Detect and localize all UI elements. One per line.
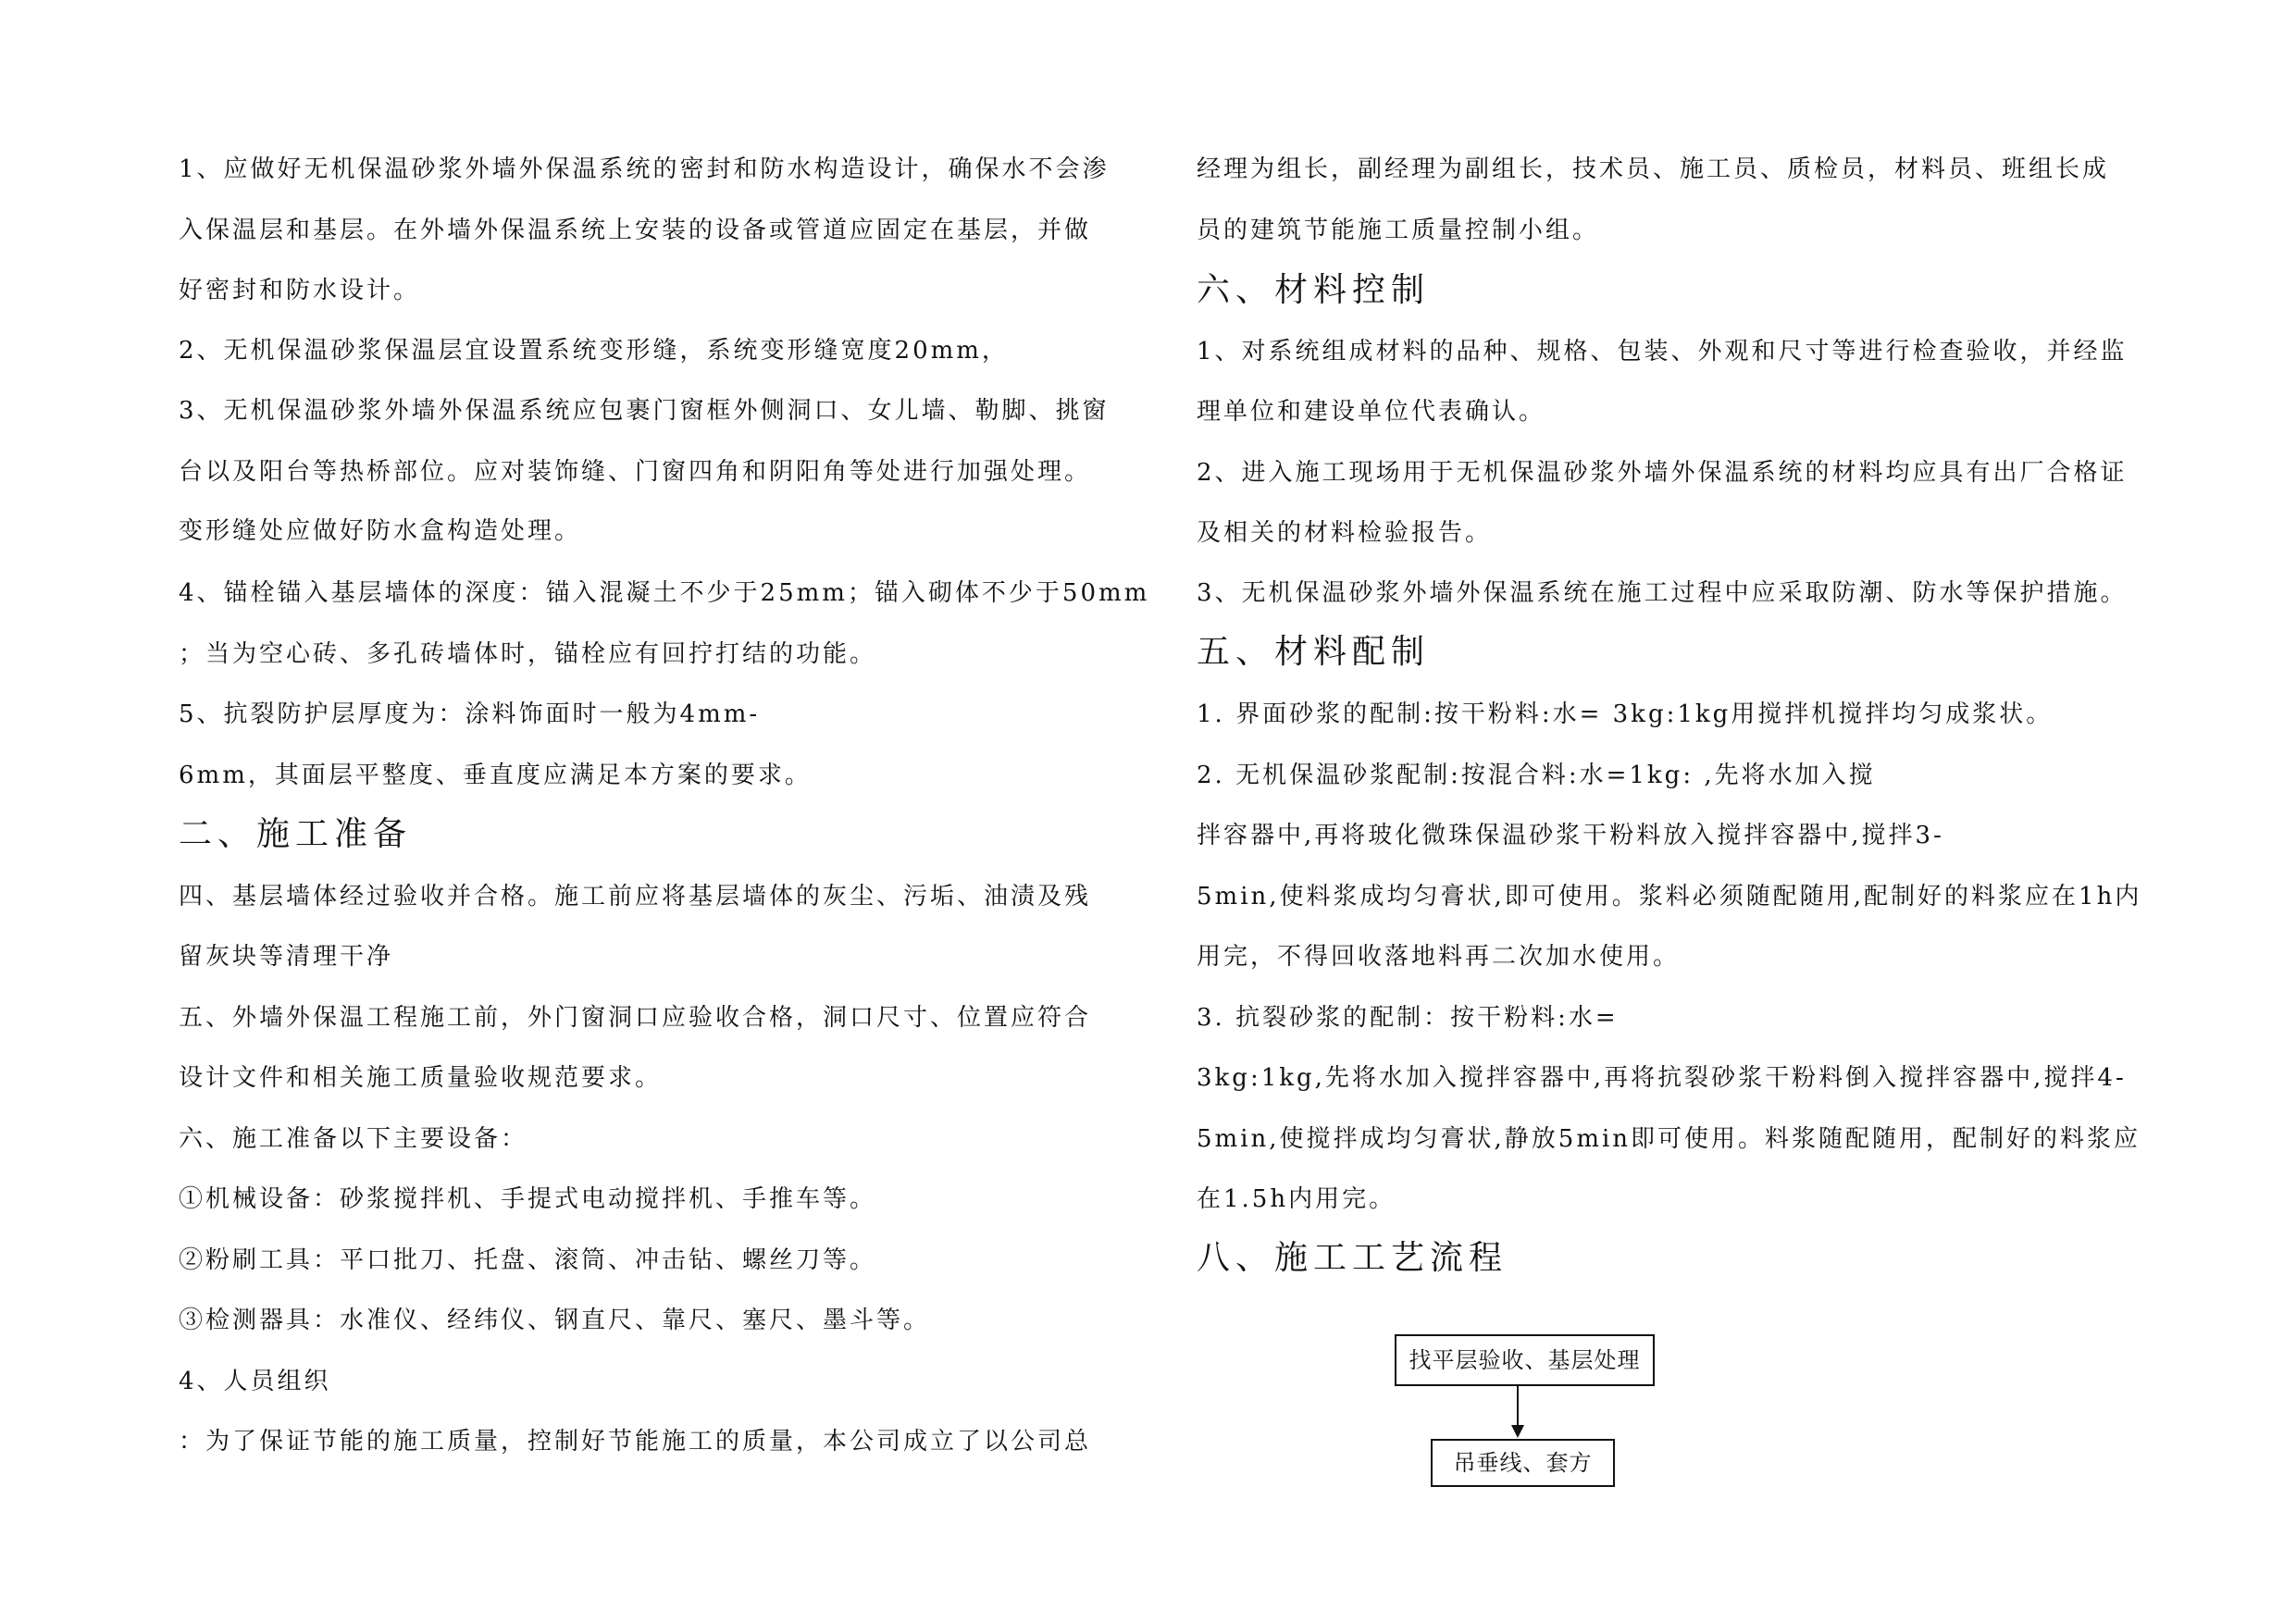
paragraph-line: 用完，不得回收落地料再二次加水使用。	[1197, 943, 1681, 971]
paragraph-line: 经理为组长，副经理为副组长，技术员、施工员、质检员，材料员、班组长成	[1197, 155, 2110, 183]
paragraph-line: 5、抗裂防护层厚度为：涂料饰面时一般为4mm-	[179, 700, 761, 728]
section-heading: 五、材料配制	[1197, 633, 1431, 671]
paragraph-line: 3. 抗裂砂浆的配制：按干粉料:水=	[1197, 1004, 1619, 1032]
paragraph-line: 4、锚栓锚入基层墙体的深度：锚入混凝土不少于25mm；锚入砌体不少于50mm	[179, 579, 1150, 607]
paragraph-line: 3kg:1kg,先将水加入搅拌容器中,再将抗裂砂浆干粉料倒入搅拌容器中,搅拌4-	[1197, 1064, 2127, 1092]
section-heading: 八、施工工艺流程	[1197, 1239, 1508, 1277]
paragraph-line: 拌容器中,再将玻化微珠保温砂浆干粉料放入搅拌容器中,搅拌3-	[1197, 822, 1944, 849]
section-heading: 二、施工准备	[179, 815, 413, 853]
paragraph-line: 5min,使搅拌成均匀膏状,静放5min即可使用。料浆随配随用，配制好的料浆应	[1197, 1125, 2141, 1153]
paragraph-line: 员的建筑节能施工质量控制小组。	[1197, 217, 1600, 244]
paragraph-line: 3、无机保温砂浆外墙外保温系统在施工过程中应采取防潮、防水等保护措施。	[1197, 579, 2128, 607]
paragraph-line: 入保温层和基层。在外墙外保温系统上安装的设备或管道应固定在基层，并做	[179, 217, 1092, 244]
paragraph-line: 2、进入施工现场用于无机保温砂浆外墙外保温系统的材料均应具有出厂合格证	[1197, 459, 2128, 487]
paragraph-line: 1. 界面砂浆的配制:按干粉料:水= 3kg:1kg用搅拌机搅拌均匀成浆状。	[1197, 700, 2054, 728]
flow-arrow	[1499, 1384, 1536, 1440]
flow-step-box: 吊垂线、套方	[1431, 1439, 1615, 1487]
paragraph-line: ③检测器具：水准仪、经纬仪、钢直尺、靠尺、塞尺、墨斗等。	[179, 1307, 931, 1334]
paragraph-line: 6mm，其面层平整度、垂直度应满足本方案的要求。	[179, 762, 812, 789]
paragraph-line: 好密封和防水设计。	[179, 277, 421, 304]
paragraph-line: 及相关的材料检验报告。	[1197, 519, 1493, 547]
paragraph-line: 4、人员组织	[179, 1368, 331, 1395]
paragraph-line: 理单位和建设单位代表确认。	[1197, 398, 1546, 426]
paragraph-line: 变形缝处应做好防水盒构造处理。	[179, 517, 582, 545]
paragraph-line: ；当为空心砖、多孔砖墙体时，锚栓应有回拧打结的功能。	[179, 640, 877, 668]
paragraph-line: ：为了保证节能的施工质量，控制好节能施工的质量，本公司成立了以公司总	[179, 1428, 1092, 1456]
paragraph-line: 在1.5h内用完。	[1197, 1185, 1396, 1213]
paragraph-line: 5min,使料浆成均匀膏状,即可使用。浆料必须随配随用,配制好的料浆应在1h内	[1197, 883, 2142, 911]
paragraph-line: 设计文件和相关施工质量验收规范要求。	[179, 1064, 663, 1092]
paragraph-line: ②粉刷工具：平口批刀、托盘、滚筒、冲击钻、螺丝刀等。	[179, 1246, 877, 1274]
paragraph-line: ①机械设备：砂浆搅拌机、手提式电动搅拌机、手推车等。	[179, 1185, 877, 1213]
paragraph-line: 五、外墙外保温工程施工前，外门窗洞口应验收合格，洞口尺寸、位置应符合	[179, 1004, 1092, 1032]
paragraph-line: 1、对系统组成材料的品种、规格、包装、外观和尺寸等进行检查验收，并经监	[1197, 338, 2128, 365]
paragraph-line: 2、无机保温砂浆保温层宜设置系统变形缝，系统变形缝宽度20mm，	[179, 337, 1009, 365]
paragraph-line: 留灰块等清理干净	[179, 943, 394, 971]
paragraph-line: 1、应做好无机保温砂浆外墙外保温系统的密封和防水构造设计，确保水不会渗	[179, 155, 1110, 183]
paragraph-line: 四、基层墙体经过验收并合格。施工前应将基层墙体的灰尘、污垢、油渍及残	[179, 883, 1092, 911]
section-heading: 六、材料控制	[1197, 271, 1431, 309]
paragraph-line: 2. 无机保温砂浆配制:按混合料:水=1kg: ,先将水加入搅	[1197, 762, 1876, 789]
paragraph-line: 六、施工准备以下主要设备：	[179, 1125, 528, 1153]
flow-step-box: 找平层验收、基层处理	[1395, 1334, 1655, 1386]
paragraph-line: 3、无机保温砂浆外墙外保温系统应包裹门窗框外侧洞口、女儿墙、勒脚、挑窗	[179, 397, 1110, 425]
paragraph-line: 台以及阳台等热桥部位。应对装饰缝、门窗四角和阴阳角等处进行加强处理。	[179, 458, 1092, 486]
